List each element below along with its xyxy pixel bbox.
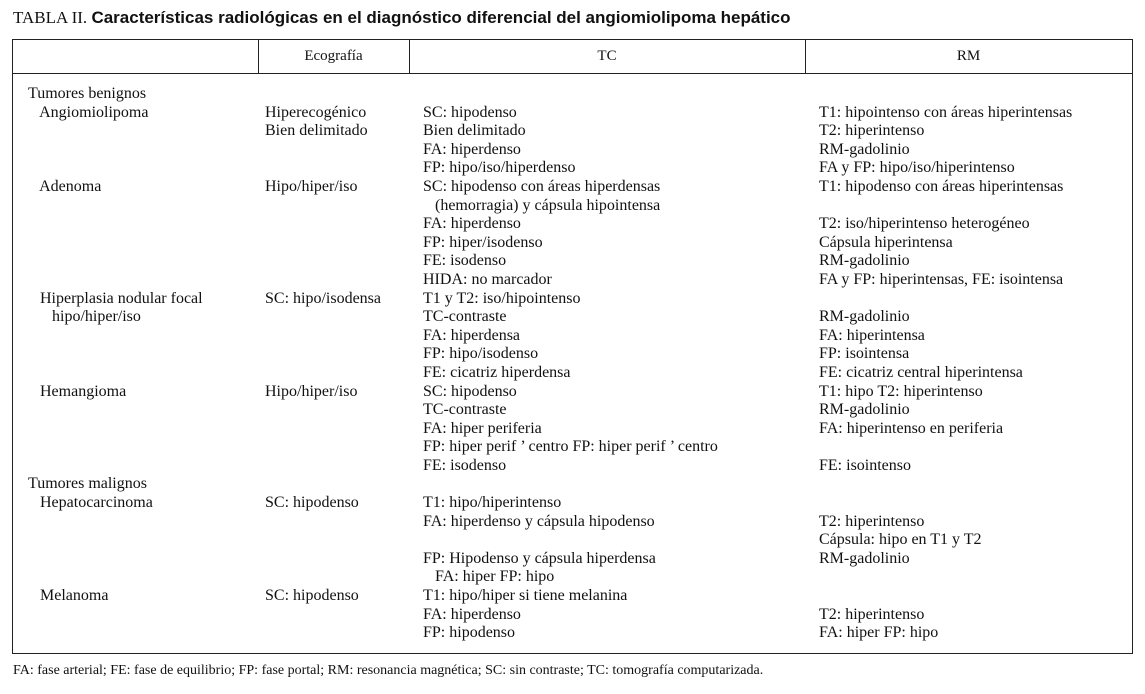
tumor-cell [28,327,258,346]
rm-cell: RM-gadolinio [819,549,910,567]
ecografia-cell [265,327,415,346]
rm-cell: FA: hiperintensa [819,326,925,344]
tumor-cell [28,457,258,476]
ecografia-cell [265,252,415,271]
rm-cell [819,568,1129,587]
ecografia-cell [265,513,415,532]
table-label: TABLA II. [13,8,88,27]
ecografia-cell [265,141,415,160]
tumor-cell [28,122,258,141]
ecografia-cell [265,345,415,364]
tc-cell: FP: hipo/isodenso [423,345,539,363]
ecografia-cell [265,624,415,643]
tc-cell: FP: hiper/isodenso [423,233,543,251]
tumor-cell [28,420,258,439]
ecografia-cell [265,550,415,569]
rm-cell: Cápsula hiperintensa [819,233,953,251]
ecografia-cell: Bien delimitado [265,122,368,140]
rm-cell [819,587,1129,606]
tumor-cell [28,197,258,216]
tc-cell: FE: isodenso [423,456,507,474]
tumor-cell [28,438,258,457]
tumor-cell: Hiperplasia nodular focal [28,289,203,307]
ecografia-cell [265,215,415,234]
tc-cell: FA: hiper FP: hipo [423,568,555,586]
tc-cell: SC: hipodenso con áreas hiperdensas [423,177,661,195]
tc-cell: SC: hipodenso [423,382,517,400]
tumor-cell: Angiomiolipoma [28,103,149,121]
tumor-cell [28,624,258,643]
rm-cell: FA y FP: hipo/iso/hiperintenso [819,159,1015,177]
tumor-cell [28,568,258,587]
tc-cell: FA: hiperdenso [423,215,521,233]
tumor-cell: hipo/hiper/iso [28,308,141,326]
tumor-cell [28,159,258,178]
ecografia-cell: Hipo/hiper/iso [265,382,358,400]
ecografia-cell: Hipo/hiper/iso [265,177,358,195]
tc-cell: FA: hiperdenso [423,140,521,158]
rm-cell: FP: isointensa [819,345,910,363]
rm-column [819,85,1129,643]
ecografia-cell [265,420,415,439]
header-tumor [13,40,258,73]
rm-cell [819,475,1129,494]
tumor-cell: Melanoma [28,587,109,605]
ecografia-cell: SC: hipo/isodensa [265,289,382,307]
tc-cell: FE: cicatriz hiperdensa [423,363,571,381]
rm-cell: RM-gadolinio [819,308,910,326]
tc-cell: FP: hipo/iso/hiperdenso [423,159,576,177]
ecografia-cell [265,401,415,420]
rm-cell: T1: hipodenso con áreas hiperintensas [819,177,1064,195]
header-rule [13,73,1132,74]
table-title [13,8,791,28]
ecografia-cell [265,606,415,625]
tc-cell [423,475,803,494]
tumor-cell: Tumores malignos [28,475,147,493]
ecografia-cell [265,234,415,253]
ecografia-cell [265,475,415,494]
header-rm: RM [956,48,981,64]
header-ecografia: Ecografía [304,48,363,64]
ecografia-column [265,85,415,643]
tc-cell: FE: isodenso [423,252,507,270]
ecografia-cell [265,457,415,476]
tumor-cell [28,513,258,532]
rm-cell: RM-gadolinio [819,252,910,270]
tc-cell: (hemorragia) y cápsula hipointensa [423,196,661,214]
ecografia-cell [265,85,415,104]
tumor-cell [28,252,258,271]
rm-cell: T2: hiperintenso [819,605,925,623]
rm-cell: RM-gadolinio [819,140,910,158]
tumor-cell: Tumores benignos [28,85,147,102]
tc-cell: FP: hiper perif ’ centro FP: hiper perif ’ centro [423,438,718,456]
rm-cell: FA: hiper FP: hipo [819,624,939,642]
rm-cell: RM-gadolinio [819,401,910,419]
rm-cell: T1: hipointenso con áreas hiperintensas [819,103,1073,121]
ecografia-cell [265,197,415,216]
tumor-cell [28,606,258,625]
tumor-cell: Hepatocarcinoma [28,494,153,512]
rm-cell: FA y FP: hiperintensas, FE: isointensa [819,270,1064,288]
rm-cell [819,290,1129,309]
rm-cell: T2: hiperintenso [819,122,925,140]
rm-cell [819,197,1129,216]
header-tc: TC [597,48,617,64]
tc-cell: T1 y T2: iso/hipointenso [423,289,581,307]
tc-cell [423,531,803,550]
ecografia-cell [265,438,415,457]
tc-cell: FA: hiperdenso y cápsula hipodenso [423,512,655,530]
tumor-cell [28,271,258,290]
footnote: FA: fase arterial; FE: fase de equilibrio; FP: fase portal; RM: resonancia magnética; SC: sin contraste; TC: tomografía computarizada. [13,663,764,678]
tc-cell: TC-contraste [423,401,507,419]
tc-cell: FA: hiper periferia [423,419,542,437]
tc-cell [423,85,803,104]
tumor-cell: Adenoma [28,177,102,195]
tumor-cell [28,401,258,420]
tc-cell: SC: hipodenso [423,103,517,121]
tc-cell: T1: hipo/hiperintenso [423,494,562,512]
ecografia-cell [265,568,415,587]
rm-cell: FE: cicatriz central hiperintensa [819,363,1023,381]
tumor-cell [28,531,258,550]
ecografia-cell: SC: hipodenso [265,587,359,605]
tc-cell: Bien delimitado [423,122,526,140]
tc-cell: FA: hiperdensa [423,326,521,344]
rm-cell: T2: hiperintenso [819,512,925,530]
rm-cell: FA: hiperintenso en periferia [819,419,1004,437]
tc-column [423,85,803,643]
tumor-cell [28,234,258,253]
rm-cell: T1: hipo T2: hiperintenso [819,382,983,400]
ecografia-cell: SC: hipodenso [265,494,359,512]
radiology-table [12,39,1133,654]
tc-cell: T1: hipo/hiper si tiene melanina [423,587,628,605]
tc-cell: FA: hiperdenso [423,605,521,623]
rm-cell: T2: iso/hiperintenso heterogéneo [819,215,1030,233]
ecografia-cell [265,159,415,178]
tumor-column [28,85,258,643]
ecografia-cell [265,308,415,327]
tumor-cell [28,550,258,569]
rm-cell [819,85,1129,104]
tc-cell: FP: Hipodenso y cápsula hiperdensa [423,549,656,567]
ecografia-cell: Hiperecogénico [265,103,367,121]
rm-cell [819,438,1129,457]
tc-cell: TC-contraste [423,308,507,326]
tumor-cell [28,215,258,234]
tumor-cell [28,364,258,383]
tumor-cell: Hemangioma [28,382,127,400]
tumor-cell [28,345,258,364]
ecografia-cell [265,531,415,550]
rm-cell: Cápsula: hipo en T1 y T2 [819,531,982,549]
tc-cell: FP: hipodenso [423,624,516,642]
rm-cell [819,494,1129,513]
table-caption: Características radiológicas en el diagnóstico diferencial del angiomiolipoma hepático [91,8,791,27]
ecografia-cell [265,364,415,383]
ecografia-cell [265,271,415,290]
tumor-cell [28,141,258,160]
rm-cell: FE: isointenso [819,456,912,474]
tc-cell: HIDA: no marcador [423,270,552,288]
